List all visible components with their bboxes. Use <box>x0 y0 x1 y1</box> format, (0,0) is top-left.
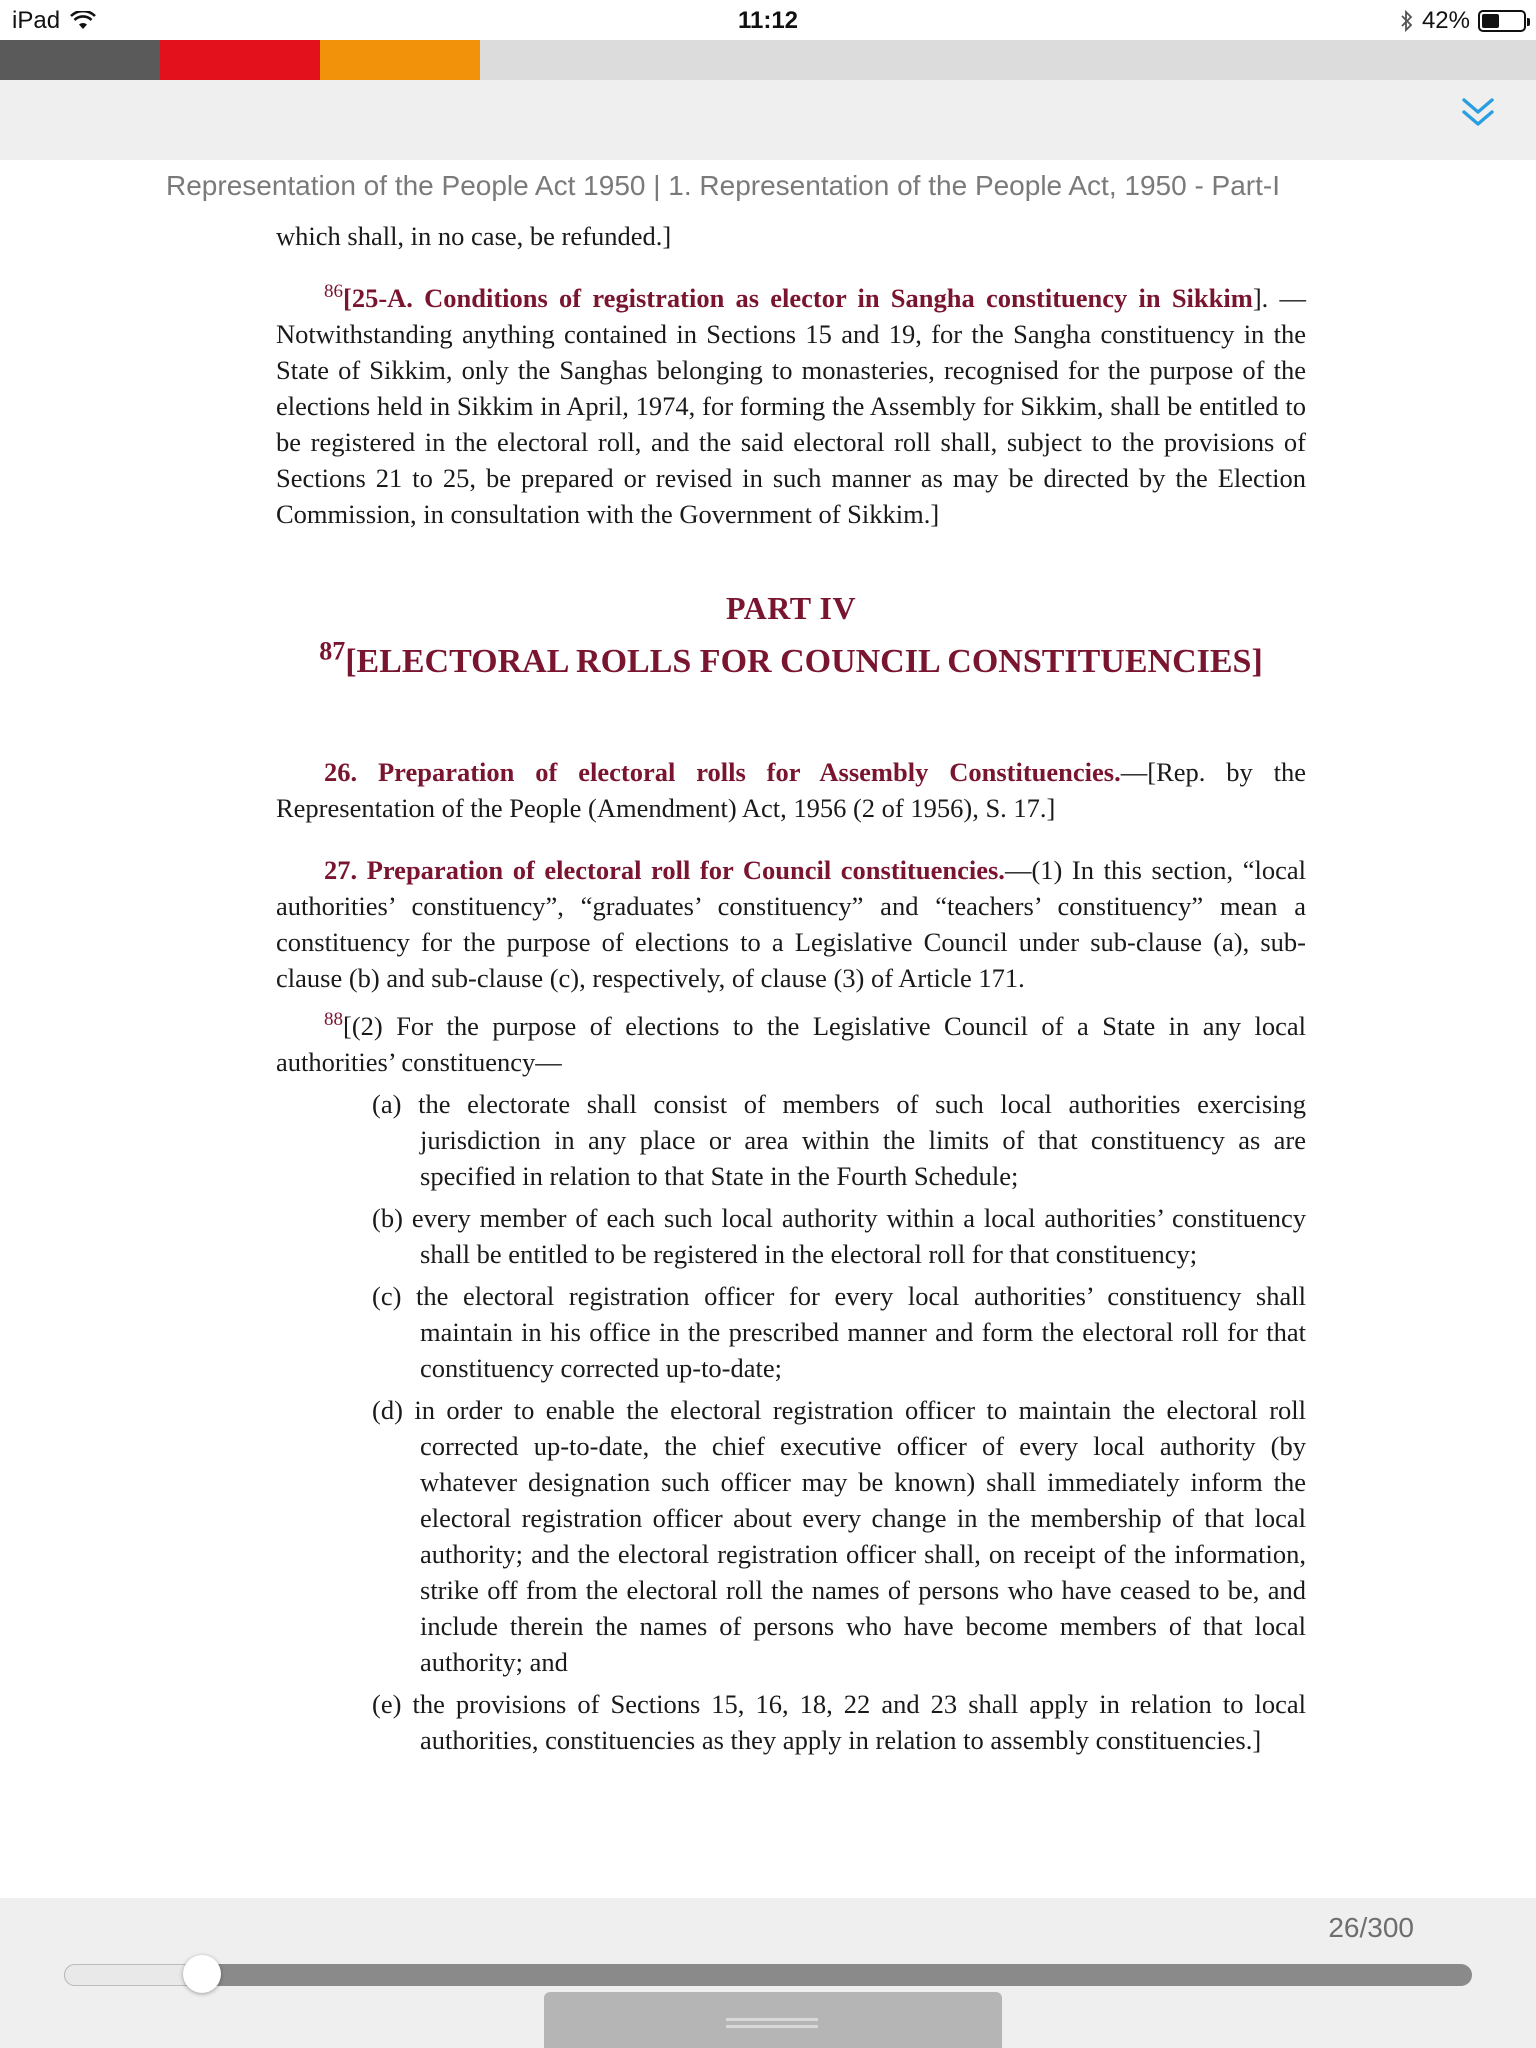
bluetooth-icon <box>1400 10 1414 32</box>
clause-c: (c) the electoral registration officer for every local authorities’ constituency shall maintain in his office in the prescribed manner and form the electoral roll for that constituency corrected up-to-date; <box>372 1281 1306 1383</box>
status-bar <box>0 0 1536 40</box>
slider-thumb[interactable] <box>183 1955 221 1993</box>
document-page <box>276 218 1306 1758</box>
paragraph-continuation: which shall, in no case, be refunded.] <box>276 221 672 251</box>
part-heading <box>276 636 1306 680</box>
tab-red[interactable] <box>160 40 320 80</box>
section-26 <box>276 754 1306 826</box>
clause-e: (e) the provisions of Sections 15, 16, 18, 22 and 23 shall apply in relation to local authorities, constituencies as they apply in relation to assembly constituencies.] <box>372 1689 1306 1755</box>
section-26-body: —[Rep. by the Representation of the People (Amendment) Act, 1956 (2 of 1956), S. 17.] <box>276 757 1307 823</box>
clause-a: (a) the electorate shall consist of members of such local authorities exercising jurisdiction in any place or area within the limits of that constituency as are specified in relation to that State in the Fourth Schedule; <box>372 1089 1306 1191</box>
battery-percent: 42% <box>1421 7 1470 34</box>
section-25a-body: —Notwithstanding anything contained in Sections 15 and 19, for the Sangha constituency in the State of Sikkim, only the Sanghas belonging to monasteries, recognised for the purpose of the elections held in Sikkim in April, 1974, for forming the Assembly for Sikkim, shall be entitled to be registered in the electoral roll, and the said electoral roll shall, subject to the provisions of Sections 21 to 25, be prepared or revised in such manner as may be directed by the Election Commission, in consultation with the Government of Sikkim.] <box>276 283 1307 529</box>
footnote-ref-86[interactable]: 86 <box>324 281 343 303</box>
footnote-ref-87[interactable]: 87 <box>319 636 346 666</box>
footnote-ref-88[interactable]: 88 <box>324 1009 343 1031</box>
part-title: PART IV <box>725 590 857 626</box>
section-25a <box>276 280 1306 532</box>
tab-strip <box>0 40 1536 80</box>
drawer-handle[interactable] <box>544 1992 1002 2048</box>
running-header: Representation of the People Act 1950 | 1. Representation of the People Act, 1950 - Part-I <box>166 170 1280 201</box>
status-time: 11:12 <box>737 7 799 34</box>
clause-d: (d) in order to enable the electoral registration officer to maintain the electoral roll corrected up-to-date, the chief executive officer of every local authority (by whatever designation such officer may be known) shall immediately inform the electoral registration officer about every change in the membership of that local authority; and the electoral registration officer shall, on receipt of the information, strike off from the electoral roll the names of persons who have ceased to be, and include therein the names of persons who have become members of that local authority; and <box>372 1395 1306 1677</box>
section-27-title: 27. Preparation of electoral roll for Council constituencies. <box>324 855 1005 885</box>
chevron-double-down-icon[interactable] <box>1456 90 1500 134</box>
section-27 <box>276 852 1306 996</box>
clause-b: (b) every member of each such local authority within a local authorities’ constituency shall be entitled to be registered in the electoral roll for that constituency; <box>372 1203 1306 1269</box>
device-name: iPad <box>12 7 61 34</box>
grip-icon <box>726 2018 818 2030</box>
section-25a-title-end: ]. <box>1252 283 1269 313</box>
tab-dark[interactable] <box>0 40 160 80</box>
page-indicator: 26/300 <box>1328 1912 1414 1943</box>
section-27-2-body: [(2) For the purpose of elections to the Legislative Council of a State in any local authorities’ constituency— <box>276 1011 1306 1077</box>
section-26-title: 26. Preparation of electoral rolls for Assembly Constituencies. <box>324 757 1121 787</box>
section-27-body: —(1) In this section, “local authorities’ constituency”, “graduates’ constituency” and “teachers’ constituency” mean a constituency for the purpose of elections to a Legislative Council under sub-clause (a), sub-clause (b) and sub-clause (c), respectively, of clause (3) of Article 171. <box>276 855 1306 993</box>
battery-icon <box>1478 10 1526 32</box>
page-slider[interactable] <box>64 1964 1472 1986</box>
bottom-bar <box>0 1898 1536 2048</box>
section-25a-title: [25-A. Conditions of registration as elector in Sangha constituency in Sikkim <box>343 283 1253 313</box>
part-heading-text: [ELECTORAL ROLLS FOR COUNCIL CONSTITUENCIES] <box>345 643 1263 680</box>
battery-fill <box>1482 14 1499 28</box>
toolbar <box>0 80 1536 160</box>
slider-fill <box>64 1964 202 1986</box>
tab-orange[interactable] <box>320 40 480 80</box>
section-27-2 <box>276 1008 1306 1080</box>
